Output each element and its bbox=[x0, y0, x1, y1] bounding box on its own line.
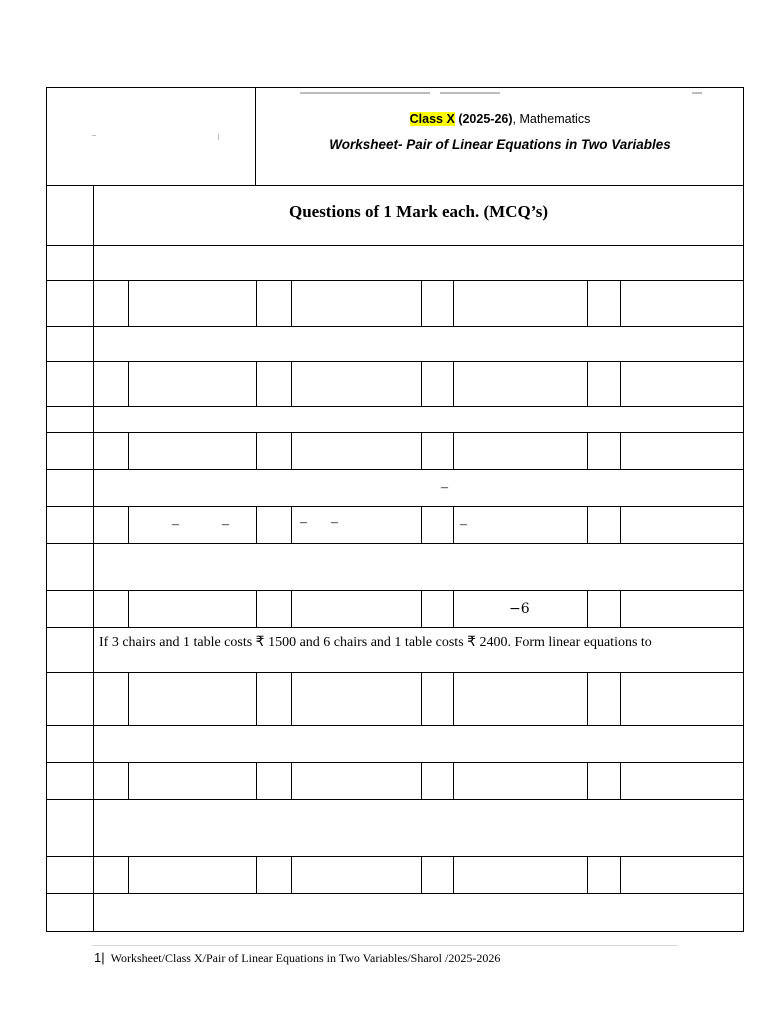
subject-label: , Mathematics bbox=[512, 112, 591, 126]
page-separator: | bbox=[101, 950, 105, 965]
option-divider bbox=[620, 672, 621, 725]
option-divider bbox=[620, 762, 621, 799]
option-divider bbox=[291, 432, 292, 469]
section-title: Questions of 1 Mark each. (MCQ’s) bbox=[288, 202, 549, 221]
option-divider bbox=[256, 590, 257, 627]
option-c-dash: – bbox=[460, 517, 467, 532]
option-divider bbox=[291, 856, 292, 893]
question-7-text: If 3 chairs and 1 table costs ₹ 1500 and 6 chairs and 1 table costs ₹ 2400. Form linear equations to bbox=[99, 635, 652, 650]
scan-mark bbox=[218, 134, 219, 140]
option-divider bbox=[453, 672, 454, 725]
option-divider bbox=[587, 432, 588, 469]
option-divider bbox=[256, 856, 257, 893]
option-divider bbox=[587, 280, 588, 326]
footer-text: Worksheet/Class X/Pair of Linear Equations in Two Variables/Sharol /2025-2026 bbox=[110, 951, 501, 965]
option-divider bbox=[421, 590, 422, 627]
option-divider bbox=[291, 280, 292, 326]
scan-mark bbox=[300, 92, 430, 94]
option-divider bbox=[128, 280, 129, 326]
row-rule bbox=[46, 326, 744, 327]
row-rule bbox=[46, 893, 744, 894]
option-divider bbox=[587, 506, 588, 543]
row-rule bbox=[46, 543, 744, 544]
row-rule bbox=[46, 590, 744, 591]
option-divider bbox=[128, 432, 129, 469]
option-b-dash: – bbox=[331, 515, 338, 530]
scan-mark bbox=[692, 92, 702, 94]
option-divider bbox=[453, 361, 454, 406]
row-rule bbox=[46, 406, 744, 407]
option-divider bbox=[453, 506, 454, 543]
option-divider bbox=[587, 762, 588, 799]
row-rule bbox=[46, 762, 744, 763]
option-divider bbox=[620, 280, 621, 326]
option-b-dash: – bbox=[300, 515, 307, 530]
row-rule bbox=[46, 856, 744, 857]
option-divider bbox=[453, 590, 454, 627]
option-divider bbox=[256, 506, 257, 543]
option-divider bbox=[620, 856, 621, 893]
option-divider bbox=[421, 856, 422, 893]
row-rule bbox=[46, 799, 744, 800]
option-divider bbox=[291, 506, 292, 543]
row-rule bbox=[46, 245, 744, 246]
row-rule bbox=[46, 672, 744, 673]
option-divider bbox=[291, 762, 292, 799]
option-divider bbox=[421, 762, 422, 799]
option-a-dash: – bbox=[222, 517, 229, 532]
option-divider bbox=[128, 856, 129, 893]
option-divider bbox=[128, 361, 129, 406]
option-divider bbox=[128, 506, 129, 543]
option-divider bbox=[587, 361, 588, 406]
row-rule bbox=[46, 432, 744, 433]
row-rule bbox=[46, 361, 744, 362]
option-a-dash: – bbox=[172, 517, 179, 532]
page-number: 1 bbox=[94, 950, 102, 965]
option-divider bbox=[620, 432, 621, 469]
option-divider bbox=[291, 672, 292, 725]
option-divider bbox=[587, 672, 588, 725]
option-divider bbox=[421, 361, 422, 406]
option-divider bbox=[256, 762, 257, 799]
option-divider bbox=[256, 361, 257, 406]
option-divider bbox=[620, 361, 621, 406]
option-divider bbox=[256, 280, 257, 326]
footer-rule bbox=[92, 945, 678, 946]
option-divider bbox=[421, 506, 422, 543]
row-rule bbox=[46, 506, 744, 507]
option-divider bbox=[453, 280, 454, 326]
option-divider bbox=[587, 856, 588, 893]
class-label: Class X bbox=[409, 112, 455, 126]
class-line bbox=[256, 112, 744, 126]
session-year: (2025-26) bbox=[458, 112, 513, 126]
worksheet-title: Worksheet- Pair of Linear Equations in Two Variables bbox=[329, 137, 671, 152]
row-rule bbox=[46, 469, 744, 470]
option-divider bbox=[256, 672, 257, 725]
page-footer bbox=[94, 950, 500, 966]
option-divider bbox=[587, 590, 588, 627]
option-divider bbox=[291, 590, 292, 627]
option-divider bbox=[421, 280, 422, 326]
scan-mark bbox=[440, 92, 500, 94]
option-divider bbox=[421, 672, 422, 725]
row-rule bbox=[46, 627, 744, 628]
option-divider bbox=[453, 856, 454, 893]
option-divider bbox=[620, 590, 621, 627]
option-divider bbox=[453, 762, 454, 799]
option-divider bbox=[128, 762, 129, 799]
option-divider bbox=[620, 506, 621, 543]
row-rule bbox=[46, 280, 744, 281]
option-divider bbox=[128, 590, 129, 627]
row-rule bbox=[46, 725, 744, 726]
option-divider bbox=[128, 672, 129, 725]
serial-column-divider bbox=[93, 185, 94, 932]
question-5-dash: – bbox=[441, 480, 448, 495]
option-divider bbox=[256, 432, 257, 469]
option-divider bbox=[421, 432, 422, 469]
option-c-value: −6 bbox=[509, 601, 530, 617]
option-divider bbox=[453, 432, 454, 469]
header-bottom-rule bbox=[46, 185, 744, 186]
scan-mark bbox=[92, 135, 96, 136]
option-divider bbox=[291, 361, 292, 406]
